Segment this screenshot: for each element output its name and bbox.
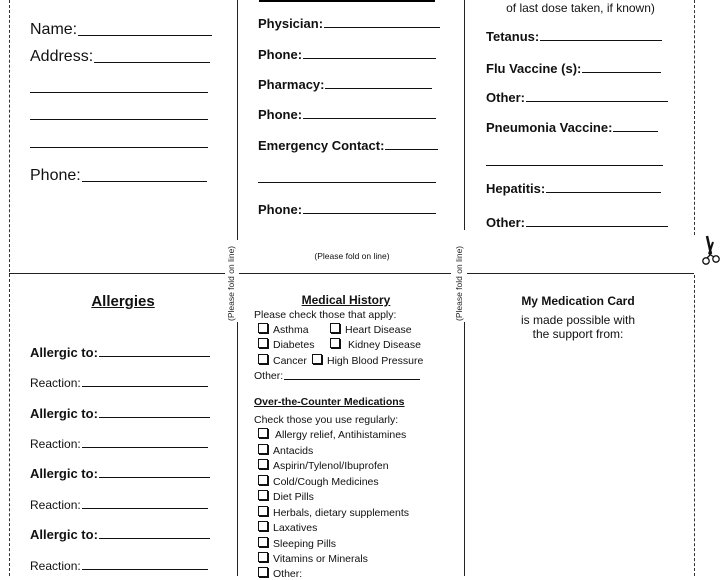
allergic-to-label: Allergic to: xyxy=(30,345,98,360)
reaction-1[interactable] xyxy=(30,376,208,390)
condition-heart-disease[interactable] xyxy=(330,324,412,336)
emergency-phone-line[interactable] xyxy=(303,212,436,214)
fold-line-left-bottom xyxy=(237,322,238,576)
otc-item[interactable] xyxy=(258,568,302,580)
medical-history-other-field[interactable] xyxy=(254,370,420,382)
condition-label: Cancer xyxy=(273,355,307,367)
checkbox[interactable] xyxy=(258,506,268,516)
name-field[interactable] xyxy=(30,21,212,39)
otc-label: Allergy relief, Antihistamines xyxy=(275,429,407,441)
tetanus-line[interactable] xyxy=(540,39,662,41)
other-vaccine-label-2: Other: xyxy=(486,215,525,230)
fold-line-right-top xyxy=(464,0,465,230)
checkbox[interactable] xyxy=(258,475,268,485)
checkbox[interactable] xyxy=(258,338,268,348)
right-cut-line-bottom xyxy=(694,275,695,576)
physician-phone-field[interactable] xyxy=(258,47,436,62)
medical-history-title xyxy=(240,293,452,307)
allergies-title xyxy=(9,293,237,310)
name-label: Name: xyxy=(30,21,78,38)
condition-label: High Blood Pressure xyxy=(327,355,424,367)
otc-title xyxy=(254,396,405,408)
checkbox[interactable] xyxy=(258,459,268,469)
otc-label: Aspirin/Tylenol/Ibuprofen xyxy=(273,460,389,472)
other-vaccine-label-1: Other: xyxy=(486,90,525,105)
condition-asthma[interactable] xyxy=(258,324,309,336)
checkbox[interactable] xyxy=(330,323,340,333)
physician-phone-label: Phone: xyxy=(258,47,303,62)
sponsor-line-1: is made possible with xyxy=(520,313,636,327)
hepatitis-label: Hepatitis: xyxy=(486,181,546,196)
condition-label: Diabetes xyxy=(273,339,315,351)
scissors-icon xyxy=(699,234,723,268)
immunization-note: of last dose taken, if known) xyxy=(506,1,655,15)
physician-label: Physician: xyxy=(258,16,324,31)
address-line-3[interactable] xyxy=(30,119,208,120)
otc-item[interactable] xyxy=(258,429,406,441)
pharmacy-phone-line[interactable] xyxy=(303,117,436,119)
checkbox[interactable] xyxy=(330,338,340,348)
otc-instruction: Check those you use regularly: xyxy=(254,414,399,426)
tetanus-field[interactable] xyxy=(486,29,662,44)
pharmacy-phone-field[interactable] xyxy=(258,107,436,122)
checkbox[interactable] xyxy=(258,354,268,364)
otc-label: Antacids xyxy=(273,445,314,457)
otc-item[interactable] xyxy=(258,476,379,488)
emergency-contact-line[interactable] xyxy=(385,148,438,150)
emergency-contact-label: Emergency Contact: xyxy=(258,138,385,153)
fold-line-horizontal-1 xyxy=(9,273,225,274)
otc-item[interactable] xyxy=(258,522,317,534)
address-line[interactable] xyxy=(94,61,210,63)
otc-label: Sleeping Pills xyxy=(273,538,337,550)
allergic-to-line[interactable] xyxy=(99,416,210,418)
allergic-to-label: Allergic to: xyxy=(30,527,98,542)
reaction-2[interactable] xyxy=(30,437,208,451)
reaction-line[interactable] xyxy=(82,507,208,509)
tetanus-label: Tetanus: xyxy=(486,29,540,44)
physician-phone-line[interactable] xyxy=(303,57,436,59)
otc-item[interactable] xyxy=(258,491,314,503)
fold-note: (Please fold on line) xyxy=(314,251,390,261)
fold-line-horizontal-2 xyxy=(239,273,451,274)
flu-vaccine-label: Flu Vaccine (s): xyxy=(486,61,582,76)
address-line-2[interactable] xyxy=(30,92,208,93)
pneumonia-vaccine-line[interactable] xyxy=(613,130,658,132)
checkbox[interactable] xyxy=(258,323,268,333)
other-label: Other: xyxy=(254,370,284,382)
flu-vaccine-field[interactable] xyxy=(486,61,661,76)
other-vaccine-field-2[interactable] xyxy=(486,215,668,230)
otc-label: Other: xyxy=(273,568,303,580)
pneumonia-vaccine-line-2[interactable] xyxy=(486,165,663,166)
address-line-4[interactable] xyxy=(30,147,208,148)
phone-field[interactable] xyxy=(30,167,207,185)
otc-label: Laxatives xyxy=(273,522,318,534)
allergy-4[interactable] xyxy=(30,527,210,542)
fold-label-right: (Please fold on line) xyxy=(454,245,464,321)
allergy-3[interactable] xyxy=(30,466,210,481)
otc-title-text: Over-the-Counter Medications xyxy=(254,396,405,408)
emergency-phone-label: Phone: xyxy=(258,202,303,217)
otc-item[interactable] xyxy=(258,507,409,519)
otc-item[interactable] xyxy=(258,460,389,472)
reaction-4[interactable] xyxy=(30,559,208,573)
other-vaccine-line-2[interactable] xyxy=(526,225,668,227)
pharmacy-line[interactable] xyxy=(325,87,432,89)
condition-label: Kidney Disease xyxy=(348,339,421,351)
emergency-contact-line-2[interactable] xyxy=(258,182,436,183)
condition-kidney-disease[interactable] xyxy=(330,339,421,351)
otc-label: Herbals, dietary supplements xyxy=(273,507,409,519)
address-field[interactable] xyxy=(30,48,210,66)
fold-line-right-bottom xyxy=(464,322,465,576)
emergency-phone-field[interactable] xyxy=(258,202,436,217)
emergency-contact-field[interactable] xyxy=(258,138,438,153)
pneumonia-vaccine-label: Pneumonia Vaccine: xyxy=(486,120,613,135)
condition-label: Asthma xyxy=(273,324,309,336)
fold-line-horizontal-3 xyxy=(467,273,694,274)
reaction-label: Reaction: xyxy=(30,376,81,390)
fold-line-left-top xyxy=(237,0,238,240)
reaction-label: Reaction: xyxy=(30,498,81,512)
condition-cancer[interactable] xyxy=(258,355,307,367)
pharmacy-field[interactable] xyxy=(258,77,432,92)
flu-vaccine-line[interactable] xyxy=(582,71,661,73)
allergic-to-label: Allergic to: xyxy=(30,466,98,481)
medical-history-instruction: Please check those that apply: xyxy=(254,309,397,321)
reaction-line[interactable] xyxy=(82,568,208,570)
otc-label: Cold/Cough Medicines xyxy=(273,476,379,488)
reaction-label: Reaction: xyxy=(30,437,81,451)
allergy-1[interactable] xyxy=(30,345,210,360)
reaction-line[interactable] xyxy=(82,385,208,387)
allergies-title-text: Allergies xyxy=(91,293,155,310)
hepatitis-field[interactable] xyxy=(486,181,661,196)
allergic-to-line[interactable] xyxy=(99,355,210,357)
otc-item[interactable] xyxy=(258,538,336,550)
hepatitis-line[interactable] xyxy=(546,191,661,193)
address-label: Address: xyxy=(30,48,94,65)
phone-line[interactable] xyxy=(82,180,207,182)
condition-high-blood-pressure[interactable] xyxy=(312,355,423,367)
name-line[interactable] xyxy=(78,34,212,36)
reaction-line[interactable] xyxy=(82,446,208,448)
other-vaccine-field-1[interactable] xyxy=(486,90,668,105)
pneumonia-vaccine-field[interactable] xyxy=(486,120,658,135)
sponsor-title: My Medication Card xyxy=(521,294,635,308)
checkbox[interactable] xyxy=(258,537,268,547)
checkbox[interactable] xyxy=(258,521,268,531)
other-line[interactable] xyxy=(284,378,420,380)
physician-field[interactable] xyxy=(258,16,440,31)
condition-diabetes[interactable] xyxy=(258,339,314,351)
allergy-2[interactable] xyxy=(30,406,210,421)
condition-label: Heart Disease xyxy=(345,324,412,336)
left-cut-line xyxy=(9,0,10,576)
pharmacy-label: Pharmacy: xyxy=(258,77,325,92)
otc-label: Diet Pills xyxy=(273,491,314,503)
medical-history-title-text: Medical History xyxy=(301,293,391,307)
otc-label: Vitamins or Minerals xyxy=(273,553,368,565)
fold-label-left: (Please fold on line) xyxy=(226,245,236,321)
sponsor-line-2: the support from: xyxy=(532,327,624,341)
header-bar xyxy=(259,0,435,2)
checkbox[interactable] xyxy=(258,428,268,438)
phone-label: Phone: xyxy=(30,167,81,184)
reaction-label: Reaction: xyxy=(30,559,81,573)
allergic-to-line[interactable] xyxy=(99,476,210,478)
other-vaccine-line-1[interactable] xyxy=(526,100,668,102)
checkbox[interactable] xyxy=(258,444,268,454)
allergic-to-label: Allergic to: xyxy=(30,406,98,421)
pharmacy-phone-label: Phone: xyxy=(258,107,303,122)
otc-item[interactable] xyxy=(258,445,313,457)
right-cut-line-top xyxy=(694,0,695,235)
checkbox[interactable] xyxy=(258,490,268,500)
checkbox[interactable] xyxy=(312,354,322,364)
otc-item[interactable] xyxy=(258,553,368,565)
reaction-3[interactable] xyxy=(30,498,208,512)
physician-line[interactable] xyxy=(324,26,440,28)
checkbox[interactable] xyxy=(258,552,268,562)
allergic-to-line[interactable] xyxy=(99,537,210,539)
